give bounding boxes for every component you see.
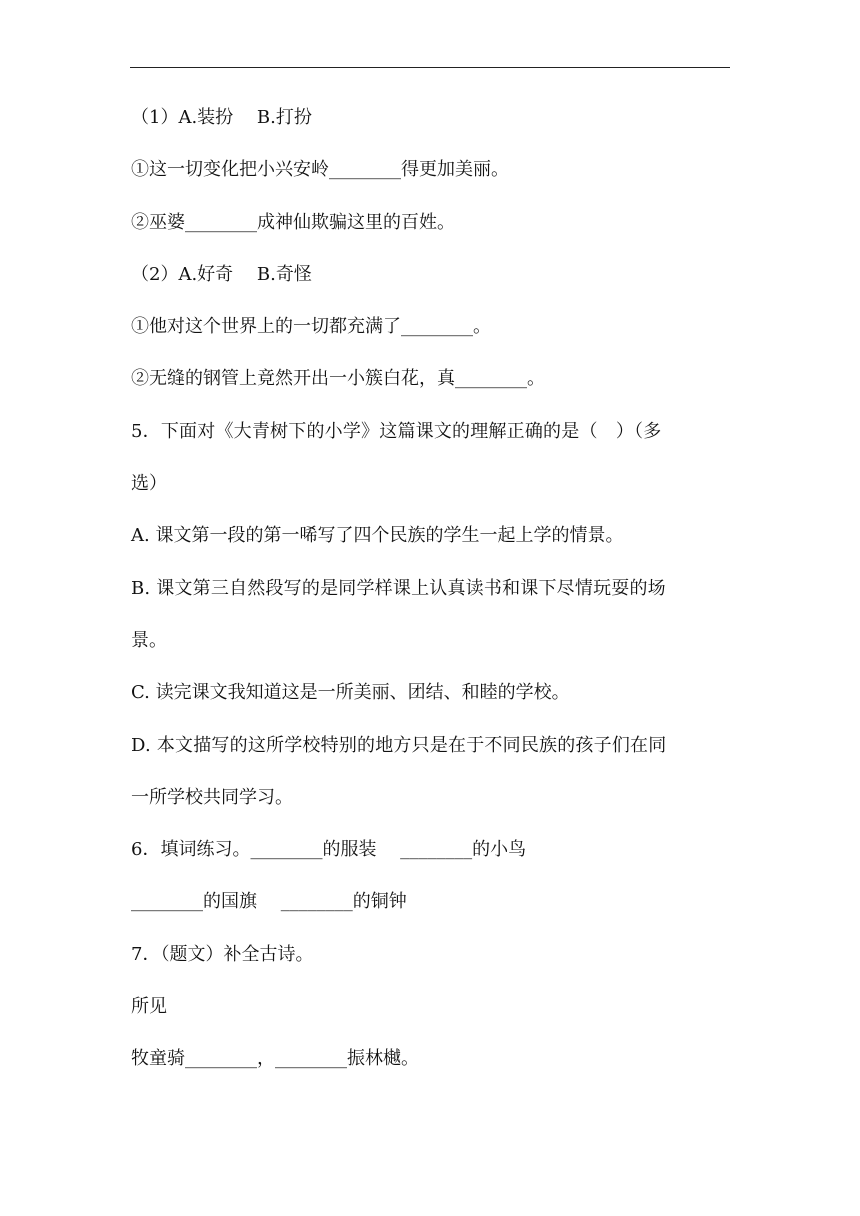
- q4-part2-sentence1: ①他对这个世界上的一切都充满了________。: [131, 316, 491, 338]
- q4-part1-sentence1: ①这一切变化把小兴安岭________得更加美丽。: [131, 159, 509, 181]
- q7-question: 7．（题文）补全古诗。: [131, 943, 314, 965]
- q6-fill-words: 6．填词练习。________的服装 ________的小鸟: [131, 839, 527, 861]
- q5-question: 5．下面对《大青树下的小学》这篇课文的理解正确的是（ ）（多: [131, 420, 662, 442]
- q5-option-d: D. 本文描写的这所学校特别的地方只是在于不同民族的孩子们在同: [131, 734, 667, 756]
- q5-option-c: C. 读完课文我知道这是一所美丽、团结、和睦的学校。: [131, 682, 570, 704]
- header-rule: [130, 67, 730, 68]
- q4-part1-options: （1）A.装扮 B.打扮: [131, 107, 312, 128]
- poem-line: 牧童骑________，________振林樾。: [131, 1048, 419, 1070]
- q4-part2-sentence2: ②无缝的钢管上竟然开出一小簇白花，真________。: [131, 368, 545, 390]
- q6-fill-words-cont: ________的国旗 ________的铜钟: [131, 891, 407, 913]
- q5-option-a: A. 课文第一段的第一唏写了四个民族的学生一起上学的情景。: [131, 525, 624, 547]
- q5-option-b-cont: 景。: [131, 629, 167, 651]
- q5-question-cont: 选）: [131, 473, 167, 495]
- q4-part1-sentence2: ②巫婆________成神仙欺骗这里的百姓。: [131, 211, 455, 233]
- document-body: [131, 92, 731, 1086]
- q4-part2-options: （2）A.好奇 B.奇怪: [131, 263, 312, 285]
- q5-option-b: B. 课文第三自然段写的是同学样课上认真读书和课下尽情玩耍的场: [131, 577, 666, 599]
- q5-option-d-cont: 一所学校共同学习。: [131, 786, 293, 808]
- poem-title: 所见: [131, 996, 167, 1018]
